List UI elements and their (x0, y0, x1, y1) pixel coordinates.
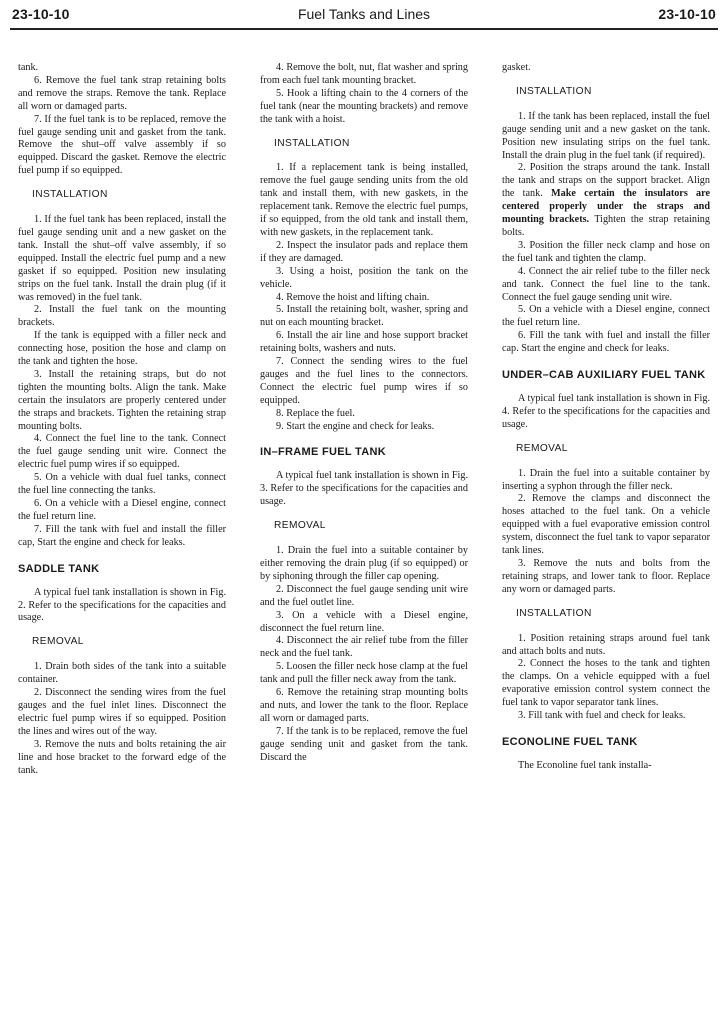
subheading-installation: INSTALLATION (32, 189, 108, 201)
column-3 (502, 62, 710, 773)
step: 6. Remove the fuel tank strap retaining bolts and remove the straps. Remove the tank. Replace all worn or damaged parts. (18, 74, 226, 112)
column-2 (260, 62, 468, 765)
step: 2. Connect the hoses to the tank and tighten the clamps. On a vehicle equipped with a fuel evaporative emission control system connect the fuel tank to vapor separator tank lines. (502, 658, 710, 709)
step: 7. If the fuel tank is to be replaced, remove the fuel gauge sending unit and gasket from the tank. Remove the shut–off valve assembly if so equipped. Discard the gasket. Remove the electric fuel pump if so equipped. (18, 113, 226, 177)
paragraph: tank. (18, 62, 39, 73)
step: 3. On a vehicle with a Diesel engine, disconnect the fuel return line. (260, 609, 468, 634)
step-text: Tighten the strap retaining bolts. (502, 214, 710, 238)
paragraph: A typical fuel tank installation is shown in Fig. 4. Refer to the specifications for the capacities and usage. (502, 393, 710, 430)
step: 5. On a vehicle with a Diesel engine, connect the fuel return line. (502, 304, 710, 329)
step: 5. Loosen the filler neck hose clamp at the fuel tank and pull the filler neck away from the tank. (260, 661, 468, 686)
page-header (0, 0, 728, 34)
step: 1. Drain the fuel into a suitable container by either removing the drain plug (if so equipped) or by siphoning through the filler cap opening. (260, 545, 468, 582)
step: 8. Replace the fuel. (276, 407, 355, 419)
step: 3. Fill tank with fuel and check for leaks. (518, 710, 686, 722)
step: 1. Drain both sides of the tank into a suitable container. (18, 661, 226, 686)
step: 4. Connect the air relief tube to the filler neck and tank. Connect the fuel line to the tank. Connect the fuel gauge sending unit wire. (502, 265, 710, 303)
step (502, 162, 710, 239)
step: 2. Inspect the insulator pads and replace them if they are damaged. (260, 239, 468, 264)
paragraph: A typical fuel tank installation is shown in Fig. 3. Refer to the specifications for the capacities and usage. (260, 470, 468, 508)
step: 1. Drain the fuel into a suitable container by inserting a syphon through the filler neck. (502, 467, 710, 492)
step: 5. On a vehicle with dual fuel tanks, connect the fuel line connecting the tanks. (18, 472, 226, 497)
step: 2. Disconnect the fuel gauge sending unit wire and the fuel outlet line. (260, 583, 468, 608)
section-heading-in-frame-fuel-tank: IN–FRAME FUEL TANK (260, 446, 386, 459)
step: 4. Connect the fuel line to the tank. Connect the fuel gauge sending unit wire. Connect the electric fuel pump wires if so equipped. (18, 433, 226, 471)
header-rule (10, 28, 718, 30)
step: 3. Install the retaining straps, but do not tighten the mounting bolts. Align the tank. Make certain the insulators are properly centered under the straps and brackets. Tighten the retaining strap mounting bolts. (18, 368, 226, 432)
subheading-removal: REMOVAL (32, 636, 84, 648)
step: 5. Hook a lifting chain to the 4 corners of the fuel tank (near the mounting brackets) and remove the tank with a hoist. (260, 87, 468, 125)
section-heading-under-cab-auxiliary-fuel-tank: UNDER–CAB AUXILIARY FUEL TANK (502, 369, 706, 382)
step: 4. Remove the bolt, nut, flat washer and spring from each fuel tank mounting bracket. (260, 62, 468, 86)
section-heading-econoline-fuel-tank: ECONOLINE FUEL TANK (502, 735, 638, 748)
step: 4. Remove the hoist and lifting chain. (276, 291, 430, 303)
page-number-right: 23-10-10 (658, 6, 716, 22)
step: 1. If the fuel tank has been replaced, install the fuel gauge sending unit and a new gasket on the tank. Install the shut–off valve assembly, if so equipped. Install the electric fuel pump and a new gasket if so equipped. Position new insulating strips on the fuel tank. Install the drain plug (if it was removed) in the fuel tank. (18, 214, 226, 303)
step: 6. On a vehicle with a Diesel engine, connect the fuel return line. (18, 498, 226, 522)
step: 1. Position retaining straps around fuel tank and attach bolts and nuts. (502, 632, 710, 657)
step: 2. Install the fuel tank on the mounting brackets. (18, 304, 226, 329)
step: 7. Fill the tank with fuel and install the filler cap, Start the engine and check for leaks. (18, 523, 226, 548)
step: 2. Remove the clamps and disconnect the hoses attached to the fuel tank. On a vehicle equipped with a fuel evaporative emission control system, disconnect the fuel tank to vapor separator tank lines. (502, 493, 710, 557)
step: If the tank is equipped with a filler neck and connecting hose, position the hose and clamp on the tank and tighten the hose. (18, 330, 226, 368)
step: 3. Remove the nuts and bolts retaining the air line and hose bracket to the forward edge of the tank. (18, 738, 226, 776)
page-number-left: 23-10-10 (12, 6, 70, 22)
page-title: Fuel Tanks and Lines (297, 6, 431, 22)
step: 6. Install the air line and hose support bracket retaining bolts, washers and nuts. (260, 330, 468, 355)
subheading-installation: INSTALLATION (274, 137, 350, 149)
step: 3. Position the filler neck clamp and hose on the fuel tank and tighten the clamp. (502, 239, 710, 264)
step: 5. Install the retaining bolt, washer, spring and nut on each mounting bracket. (260, 304, 468, 329)
step: 4. Disconnect the air relief tube from the filler neck and the fuel tank. (260, 635, 468, 660)
paragraph: gasket. (502, 62, 531, 73)
step: 1. If a replacement tank is being installed, remove the fuel gauge sending units from the old tank and install them, with new gaskets, in the replacement tank. Remove the electric fuel pumps, if so equipped, from the old tank and install them, with new gaskets, in the replacement tank. (260, 162, 468, 238)
step: 6. Fill the tank with fuel and install the filler cap. Start the engine and check for leaks. (502, 330, 710, 355)
step: 7. Connect the sending wires to the fuel gauges and the fuel lines to the connectors. Connect the electric fuel pump wires if so equipped. (260, 356, 468, 406)
step: 3. Using a hoist, position the tank on the vehicle. (260, 265, 468, 290)
paragraph: The Econoline fuel tank installa- (518, 759, 652, 771)
subheading-installation: INSTALLATION (516, 607, 592, 619)
step-text: 2. Position the straps around the tank. Install the tank and straps on the support bracket. Align the tank. (502, 162, 710, 200)
step: 6. Remove the retaining strap mounting bolts and nuts, and lower the tank to the floor. Replace all worn or damaged parts. (260, 687, 468, 724)
subheading-removal: REMOVAL (274, 520, 326, 532)
section-heading-saddle-tank: SADDLE TANK (18, 562, 100, 575)
subheading-installation: INSTALLATION (516, 85, 592, 97)
subheading-removal: REMOVAL (516, 442, 568, 454)
step: 9. Start the engine and check for leaks. (276, 420, 435, 432)
step: 2. Disconnect the sending wires from the fuel gauges and the fuel inlet lines. Disconnect the electric fuel pump wires if so equipped. Position the lines and wires out of the way. (18, 687, 226, 737)
step: 7. If the tank is to be replaced, remove the fuel gauge sending unit and gasket from the tank. Discard the (260, 725, 468, 763)
step-warning-bold: Make certain the insulators are centered properly under the straps and mounting brackets. (502, 188, 710, 226)
column-1 (18, 62, 226, 777)
paragraph: A typical fuel tank installation is shown in Fig. 2. Refer to the specifications for the capacities and usage. (18, 586, 226, 624)
step: 1. If the tank has been replaced, install the fuel gauge sending unit and a new gasket on the tank. Position new insulating strips on the fuel tank. Install the drain plug in the fuel tank (if required). (502, 110, 710, 161)
step: 3. Remove the nuts and bolts from the retaining straps, and lower tank to floor. Replace any worn or damaged parts. (502, 558, 710, 595)
